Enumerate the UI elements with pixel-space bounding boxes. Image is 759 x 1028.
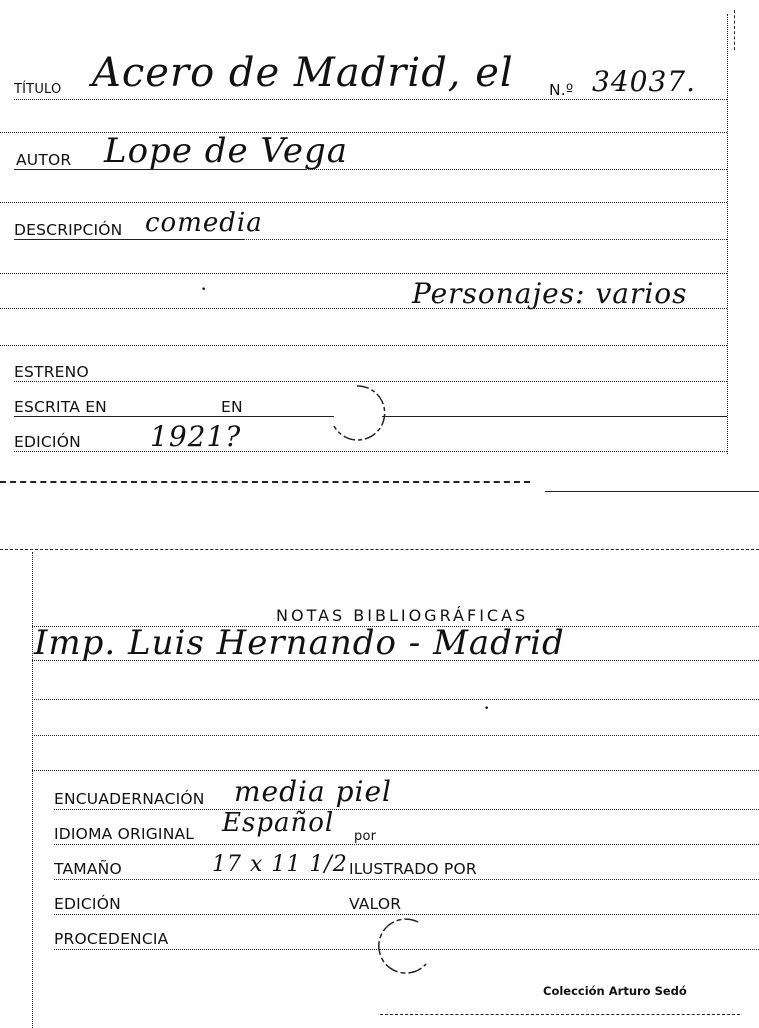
notas-heading: NOTAS BIBLIOGRÁFICAS — [276, 606, 529, 625]
por-label: por — [354, 829, 377, 844]
blank-rule-5 — [0, 345, 727, 346]
titulo-rule — [14, 99, 727, 100]
descripcion-label: DESCRIPCIÓN — [14, 221, 123, 239]
card-right-border — [727, 14, 728, 454]
edicion-bottom-label: EDICIÓN — [54, 895, 121, 913]
edicion-value: 1921? — [150, 420, 242, 453]
notes-rule-3 — [32, 735, 759, 736]
catalog-card-bottom — [0, 540, 759, 1028]
collection-credit: Colección Arturo Sedó — [543, 984, 687, 998]
valor-label: VALOR — [349, 895, 402, 913]
notes-rule-4 — [32, 770, 759, 771]
blank-rule-3 — [0, 273, 727, 274]
encuadernacion-value: media piel — [234, 775, 392, 808]
autor-rule — [306, 169, 727, 170]
autor-underline — [14, 169, 306, 170]
escrita-underline-right — [382, 416, 727, 417]
personajes-value: Personajes: varios — [412, 277, 688, 310]
procedencia-label: PROCEDENCIA — [54, 930, 169, 948]
en-label: EN — [221, 398, 243, 416]
escrita-en-label: ESCRITA EN — [14, 398, 107, 416]
idioma-label: IDIOMA ORIGINAL — [54, 825, 195, 843]
tamano-label: TAMAÑO — [54, 860, 122, 878]
cut-line-right — [545, 491, 759, 492]
card-left-border — [32, 552, 33, 1028]
punch-hole — [326, 382, 388, 444]
descripcion-underline — [14, 239, 244, 240]
tamano-rule — [54, 879, 759, 880]
descripcion-value: comedia — [145, 208, 263, 238]
card-edge-mark — [734, 10, 735, 50]
numero-value: 34037. — [592, 65, 696, 98]
notes-rule-2 — [32, 699, 759, 700]
estreno-label: ESTRENO — [14, 363, 89, 381]
edicion-bottom-rule — [54, 914, 759, 915]
blank-rule-2 — [0, 202, 727, 203]
punch-hole-bottom — [374, 916, 436, 978]
numero-label: N.º — [549, 81, 574, 99]
ink-dot-2: • — [484, 704, 490, 714]
titulo-label: TÍTULO — [14, 82, 62, 97]
escrita-underline — [14, 416, 334, 417]
autor-value: Lope de Vega — [104, 131, 349, 171]
ink-dot: • — [201, 285, 207, 295]
notes-rule-1 — [32, 660, 759, 661]
ilustrado-label: ILUSTRADO POR — [349, 860, 477, 878]
encuadernacion-rule — [54, 809, 759, 810]
autor-label: AUTOR — [16, 151, 72, 169]
titulo-value: Acero de Madrid, el — [92, 50, 514, 96]
notes-line-1: Imp. Luis Hernando - Madrid — [34, 623, 565, 663]
edicion-label: EDICIÓN — [14, 433, 81, 451]
idioma-value: Español — [222, 808, 335, 838]
cut-line — [0, 481, 530, 483]
bottom-edge-marks — [380, 1014, 740, 1015]
idioma-rule — [54, 844, 759, 845]
tamano-value: 17 x 11 1/2 — [212, 852, 348, 877]
edicion-rule — [14, 451, 727, 452]
card-top-edge — [0, 549, 759, 550]
blank-rule-4 — [0, 308, 727, 309]
descripcion-rule — [244, 239, 727, 240]
catalog-card-top — [0, 0, 759, 500]
encuadernacion-label: ENCUADERNACIÓN — [54, 790, 205, 808]
